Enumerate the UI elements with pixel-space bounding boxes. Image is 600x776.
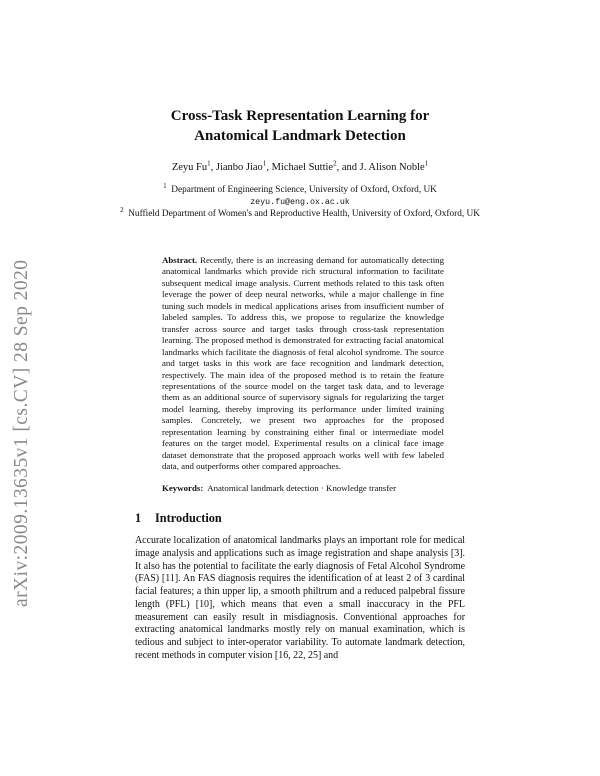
abstract-body: Recently, there is an increasing demand for automatically detecting anatomical landmarks which provide rich structural information to facilitate subsequent medical image analysis. Current methods related to this task often leverage the power of deep neural networks, while a major challenge in fine tuning such models in medical applications arises from insufficient number of labeled samples. To address this, we propose to regularize the knowledge transfer across source and target tasks through cross-task representation learning. The proposed method is demonstrated for extracting facial anatomical landmarks which facilitate the diagnosis of fetal alcohol syndrome. The source and target tasks in this work are face recognition and landmark detection, respectively. The main idea of the proposed method is to retain the feature representations of the source model on the target task data, and to leverage them as an additional source of supervisory signals for regularizing the target model learning, thereby improving its performance under limited training samples. Concretely, we present two approaches for the proposed representation learning by constraining either final or intermediate model features on the target model. Experimental results on a clinical face image dataset demonstrate that the proposed approach works well with few labeled data, and outperforms other compared approaches. — [162, 255, 444, 472]
author-name: Zeyu Fu — [171, 162, 208, 173]
keywords — [162, 483, 444, 494]
abstract — [162, 255, 444, 473]
author-separator: , and — [336, 162, 360, 173]
keywords-label: Keywords: — [162, 483, 204, 493]
section-title: Introduction — [155, 511, 222, 525]
abstract-label: Abstract. — [162, 255, 198, 265]
author-affiliation-mark: 2 — [333, 159, 337, 168]
title-line-1: Cross-Task Representation Learning for — [170, 108, 430, 124]
author-list — [100, 161, 500, 175]
arxiv-identifier: arXiv:2009.13635v1 [cs.CV] 28 Sep 2020 — [11, 259, 32, 607]
affiliation-2 — [110, 205, 490, 221]
section-number: 1 — [135, 511, 142, 525]
author-affiliation-mark: 1 — [207, 159, 211, 168]
author-name: J. Alison Noble — [359, 162, 425, 173]
author-affiliation-mark: 1 — [262, 159, 267, 168]
author-name: Michael Suttie — [271, 162, 334, 173]
author-affiliation-mark: 1 — [424, 159, 429, 168]
affiliation-text: Department of Engineering Science, University of Oxford, Oxford, UK — [171, 185, 437, 195]
paper-title — [100, 106, 500, 146]
arxiv-watermark — [2, 207, 42, 607]
affiliation-1 — [110, 181, 490, 197]
author-separator: , — [210, 162, 216, 173]
affiliation-mark: 1 — [163, 181, 167, 190]
affiliation-text: Nuffield Department of Women's and Reproductive Health, University of Oxford, Oxford, UK — [128, 209, 480, 219]
introduction-paragraph: Accurate localization of anatomical landmarks plays an important role for medical image analysis and applications such as image registration and shape analysis [3]. It also has the potential to facilitate the early diagnosis of Fetal Alcohol Syndrome (FAS) [11]. An FAS diagnosis requires the identification of at least 2 of 3 cardinal facial features; a thin upper lip, a smooth philtrum and a reduced palpebral fissure length (PFL) [10], which means that even a small inaccuracy in the PFL measurement can easily result in misdiagnosis. Conventional approaches for extracting anatomical landmarks mostly rely on manual examination, which is tedious and subject to inter-operator variability. To automate landmark detection, recent methods in computer vision [16, 22, 25] and — [135, 535, 465, 661]
contact-email: zeyu.fu@eng.ox.ac.uk — [250, 198, 350, 207]
section-heading — [135, 510, 222, 526]
author-name: Jianbo Jiao — [215, 162, 263, 173]
title-line-2: Anatomical Landmark Detection — [194, 128, 406, 144]
author-separator: , — [266, 162, 272, 173]
keywords-list: Anatomical landmark detection · Knowledge transfer — [207, 483, 397, 493]
affiliation-mark: 2 — [120, 205, 124, 214]
